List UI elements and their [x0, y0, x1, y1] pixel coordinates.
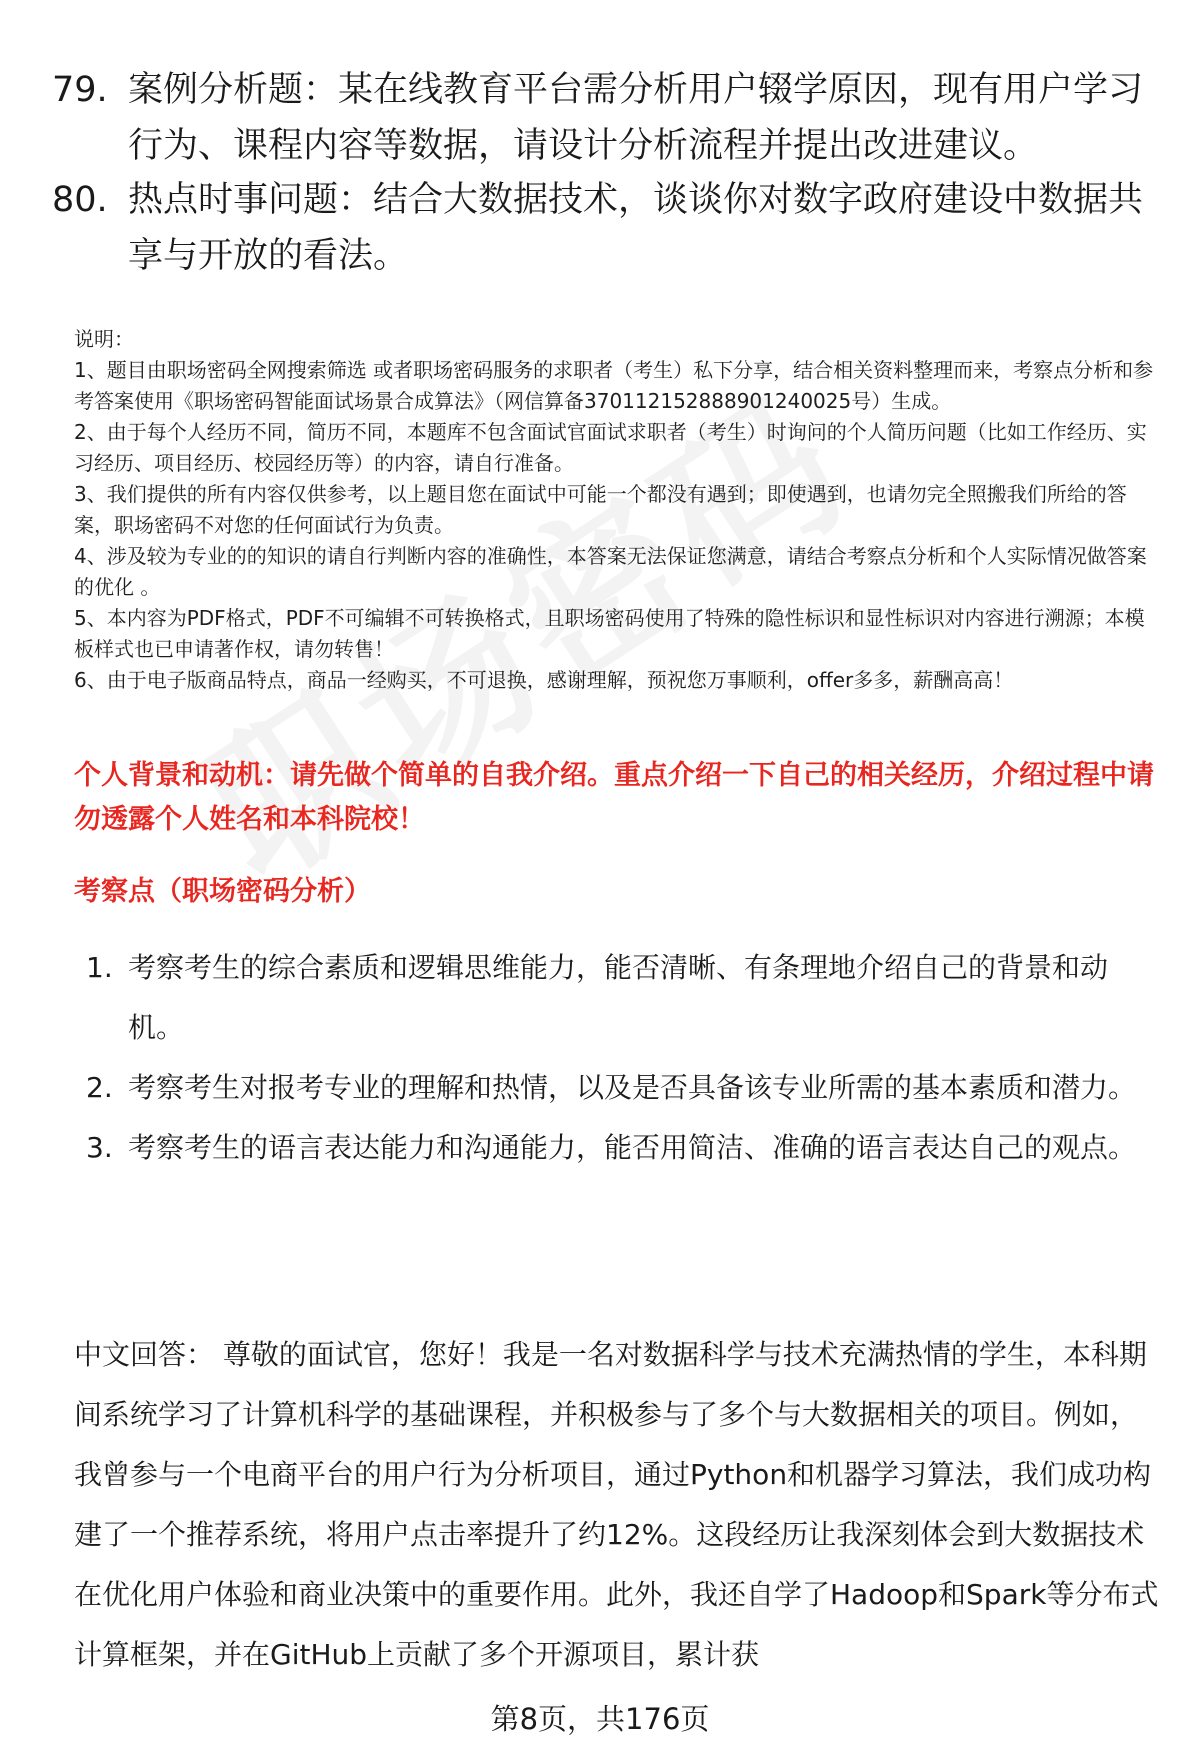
- note-item: 6、由于电子版商品特点，商品一经购买，不可退换，感谢理解，预祝您万事顺利，offer多多，薪酬高高！: [74, 668, 1014, 692]
- analysis-point: [74, 1118, 1154, 1178]
- note-item: 1、题目由职场密码全网搜索筛选 或者职场密码服务的求职者（考生）私下分享，结合相关资料整理而来，考察点分析和参考答案使用《职场密码智能面试场景合成算法》（网信算备370112152888901240025号）生成。: [74, 358, 1154, 413]
- question-text: 热点时事问题：结合大数据技术，谈谈你对数字政府建设中数据共享与开放的看法。: [128, 180, 1144, 276]
- question-number: 79.: [52, 70, 108, 110]
- note-item: 4、涉及较为专业的的知识的请自行判断内容的准确性，本答案无法保证您满意，请结合考察点分析和个人实际情况做答案的优化 。: [74, 544, 1147, 599]
- question-80: [52, 172, 1152, 284]
- notes-title: 说明：: [74, 327, 134, 351]
- question-79: [52, 62, 1152, 174]
- analysis-heading: 考察点（职场密码分析）: [74, 876, 371, 907]
- point-text: 考察考生的语言表达能力和沟通能力，能否用简洁、准确的语言表达自己的观点。: [128, 1131, 1137, 1164]
- interview-question: 个人背景和动机：请先做个简单的自我介绍。重点介绍一下自己的相关经历，介绍过程中请勿透露个人姓名和本科院校！: [74, 760, 1154, 835]
- note-item: 3、我们提供的所有内容仅供参考，以上题目您在面试中可能一个都没有遇到；即使遇到，也请勿完全照搬我们所给的答案，职场密码不对您的任何面试行为负责。: [74, 482, 1127, 537]
- note-item: 5、本内容为PDF格式，PDF不可编辑不可转换格式，且职场密码使用了特殊的隐性标识和显性标识对内容进行溯源；本模板样式也已申请著作权，请勿转售！: [74, 606, 1145, 661]
- note-item: 2、由于每个人经历不同，简历不同，本题库不包含面试官面试求职者（考生）时询问的个人简历问题（比如工作经历、实习经历、项目经历、校园经历等）的内容，请自行准备。: [74, 420, 1147, 475]
- analysis-point: [74, 1058, 1154, 1118]
- analysis-point: [74, 938, 1154, 1058]
- point-number: 1.: [86, 951, 113, 984]
- question-text: 案例分析题：某在线教育平台需分析用户辍学原因，现有用户学习行为、课程内容等数据，请设计分析流程并提出改进建议。: [128, 70, 1144, 166]
- point-number: 3.: [86, 1131, 113, 1164]
- answer-paragraph: 中文回答： 尊敬的面试官，您好！我是一名对数据科学与技术充满热情的学生，本科期间系统学习了计算机科学的基础课程，并积极参与了多个与大数据相关的项目。例如，我曾参与一个电商平台的用户行为分析项目，通过Python和机器学习算法，我们成功构建了一个推荐系统，将用户点击率提升了约12%。这段经历让我深刻体会到大数据技术在优化用户体验和商业决策中的重要作用。此外，我还自学了Hadoop和Spark等分布式计算框架，并在GitHub上贡献了多个开源项目，累计获: [74, 1338, 1159, 1671]
- point-text: 考察考生的综合素质和逻辑思维能力，能否清晰、有条理地介绍自己的背景和动机。: [128, 951, 1109, 1044]
- analysis-points: [74, 938, 1154, 1178]
- question-number: 80.: [52, 180, 108, 220]
- point-number: 2.: [86, 1071, 113, 1104]
- point-text: 考察考生对报考专业的理解和热情，以及是否具备该专业所需的基本素质和潜力。: [128, 1071, 1137, 1104]
- disclaimer-notes: [74, 324, 1159, 696]
- page-footer: 第8页，共176页: [490, 1702, 710, 1736]
